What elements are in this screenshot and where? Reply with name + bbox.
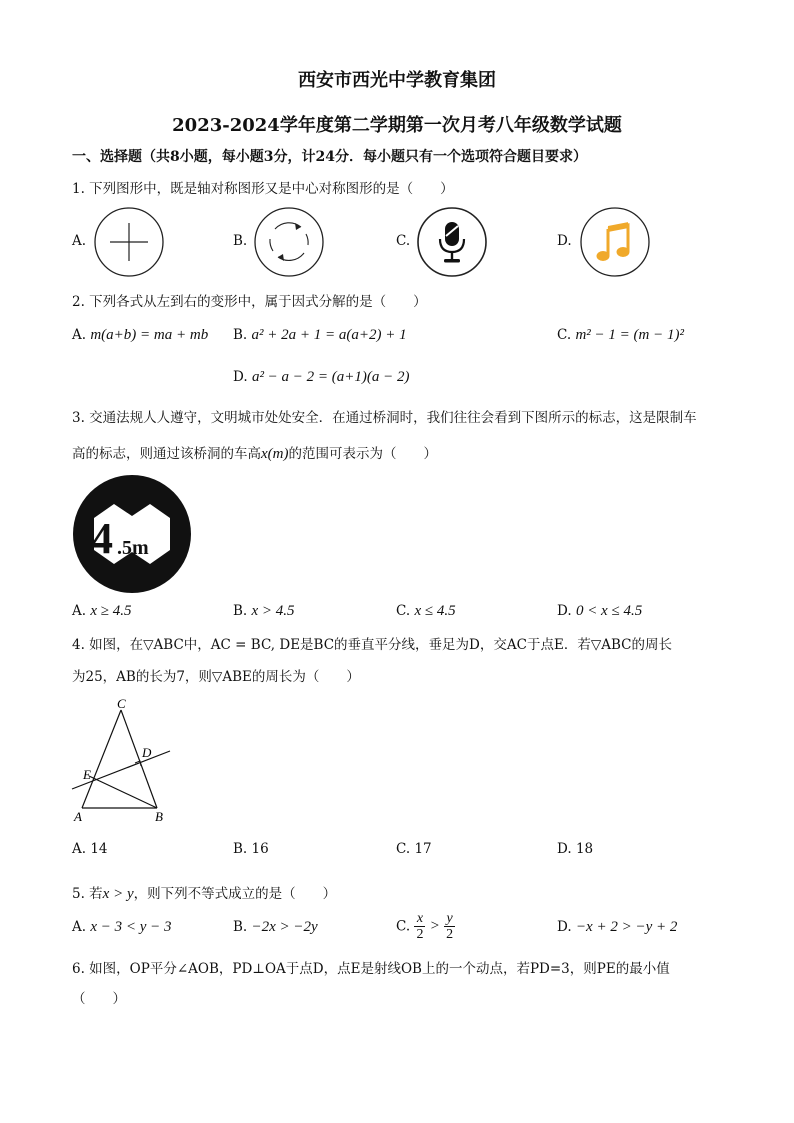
q3-option-d [557, 603, 642, 620]
microphone-icon [415, 205, 489, 279]
q3-option-c-label: C. [396, 603, 411, 619]
q5-option-a-label: A. [72, 919, 87, 935]
q4-option-c-value: 17 [414, 841, 432, 857]
q3-option-d-label: D. [557, 603, 572, 619]
q2-option-a-expr: m(a+b) = ma + mb [90, 327, 209, 343]
q4-stem-line1: 4. 如图，在▽ABC中，AC = BC, DE是BC的垂直平分线，垂足为D，交AC于点E．若▽ABC的周长 [72, 637, 672, 653]
section-heading: 一、选择题（共8小题，每小题3分，计24分．每小题只有一个选项符合题目要求） [72, 149, 587, 165]
q5-option-c-num1: x [414, 911, 425, 927]
q4-option-d-label: D. [557, 841, 572, 857]
sign-height-unit: .5m [117, 537, 149, 559]
height-limit-sign [72, 474, 192, 594]
q2-stem: 2. 下列各式从左到右的变形中，属于因式分解的是（ ） [72, 294, 427, 310]
q5-option-c-label: C. [396, 918, 411, 935]
sign-height-number: 4 [91, 514, 113, 563]
music-note-icon [578, 205, 652, 279]
triangle-figure [66, 696, 186, 826]
q3-option-b [233, 603, 295, 620]
q3-stem-line2-before: 高的标志，则通过该桥洞的车高 [72, 446, 261, 462]
q4-option-d-value: 18 [575, 841, 594, 857]
q4-option-c [396, 841, 432, 857]
q5-option-d-label: D. [557, 919, 572, 935]
q5-option-b-expr: −2x > −2y [251, 919, 318, 935]
q4-option-a-label: A. [72, 841, 87, 857]
q3-stem-line2-after: 的范围可表示为（ ） [288, 446, 437, 462]
q5-option-c-relation: > [429, 918, 440, 934]
q5-option-a [72, 919, 172, 936]
q5-stem-after: ，则下列不等式成立的是（ ） [133, 886, 337, 902]
q2-option-c-expr: m² − 1 = (m − 1)² [575, 327, 684, 343]
q2-option-d-label: D. [233, 369, 248, 385]
q2-option-d-expr: a² − a − 2 = (a+1)(a − 2) [251, 369, 410, 385]
q5-option-b-label: B. [233, 919, 248, 935]
q3-stem-line2 [72, 442, 437, 463]
q1-option-d-label: D. [557, 233, 572, 249]
q4-option-b-label: B. [233, 841, 248, 857]
vertex-label-d: D [142, 745, 152, 760]
q1-stem: 1. 下列图形中，既是轴对称图形又是中心对称图形的是（ ） [72, 181, 454, 197]
q2-option-b-expr: a² + 2a + 1 = a(a+2) + 1 [251, 327, 407, 343]
q1-option-a-label: A. [72, 233, 87, 249]
q2-option-a [72, 327, 208, 344]
q5-option-c-num2: y [444, 911, 455, 927]
q3-stem-line1: 3. 交通法规人人遵守，文明城市处处安全．在通过桥洞时，我们往往会看到下图所示的标志，这是限制车 [72, 410, 697, 426]
q5-stem-before: 5. 若 [72, 886, 103, 902]
q1-option-b-label: B. [233, 233, 248, 249]
q2-option-c [557, 327, 684, 344]
q5-option-d [557, 919, 677, 936]
exam-subtitle: 2023-2024学年度第二学期第一次月考八年级数学试题 [172, 115, 622, 136]
vertex-label-e: E [83, 767, 91, 782]
q5-option-c-fraction-left [414, 911, 425, 942]
q4-option-a [72, 841, 108, 857]
q2-option-b [233, 327, 407, 344]
q3-option-c-expr: x ≤ 4.5 [414, 603, 456, 619]
q5-option-a-expr: x − 3 < y − 3 [90, 919, 172, 935]
q4-stem-line2: 为25，AB的长为7，则▽ABE的周长为（ ） [72, 669, 360, 685]
q3-option-a-label: A. [72, 603, 87, 619]
q2-option-d [233, 369, 410, 386]
q3-stem-variable: x(m) [261, 446, 289, 462]
q5-option-c-den2: 2 [446, 927, 454, 942]
q3-option-b-label: B. [233, 603, 248, 619]
q4-option-d [557, 841, 593, 857]
q4-option-b [233, 841, 269, 857]
page-title: 西安市西光中学教育集团 [298, 70, 496, 91]
q2-option-b-label: B. [233, 327, 248, 343]
q3-option-a [72, 603, 131, 620]
crosshair-icon [92, 205, 166, 279]
q2-option-a-label: A. [72, 327, 87, 343]
q3-option-b-expr: x > 4.5 [251, 603, 295, 619]
vertex-label-a: A [74, 809, 82, 824]
q6-stem-line1: 6. 如图，OP平分∠AOB，PD⊥OA于点D，点E是射线OB上的一个动点，若PD=3，则PE的最小值 [72, 961, 670, 977]
q5-option-c-fraction-right [444, 911, 455, 942]
q5-option-d-expr: −x + 2 > −y + 2 [575, 919, 678, 935]
q5-option-c-den1: 2 [416, 927, 424, 942]
q6-stem-line2: （ ） [72, 991, 126, 1007]
q5-stem-expr: x > y [102, 886, 134, 902]
q5-stem [72, 882, 336, 903]
q4-option-c-label: C. [396, 841, 411, 857]
q1-option-c-label: C. [396, 233, 411, 249]
circular-arrows-icon [252, 205, 326, 279]
q3-option-d-expr: 0 < x ≤ 4.5 [575, 603, 643, 619]
q3-option-c [396, 603, 456, 620]
q3-option-a-expr: x ≥ 4.5 [90, 603, 132, 619]
q2-option-c-label: C. [557, 327, 572, 343]
vertex-label-b: B [155, 809, 163, 824]
q4-option-b-value: 16 [251, 841, 269, 857]
q5-option-b [233, 919, 318, 936]
q4-option-a-value: 14 [90, 841, 108, 857]
q5-option-c [396, 911, 455, 942]
vertex-label-c: C [117, 696, 126, 711]
